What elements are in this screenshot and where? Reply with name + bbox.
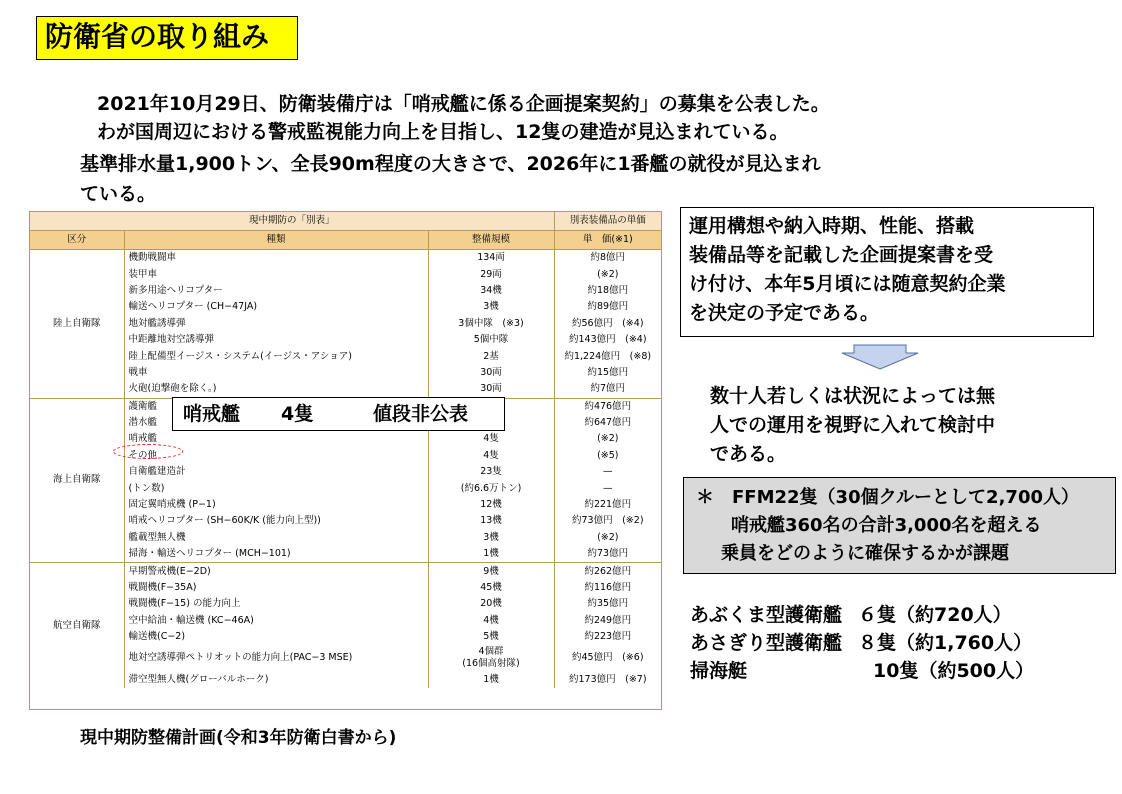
row-scale: 5個中隊 [428,332,554,348]
row-scale [428,645,554,671]
table-row [30,563,661,580]
row-scale: 13機 [428,513,554,529]
operation-note [710,382,995,469]
row-price: 約143億円 (※4) [569,334,647,346]
row-category: 航空自衛隊 [30,563,124,688]
table-header-plan: 現中期防の「別表」 [30,212,554,231]
row-scale: 34機 [428,283,554,299]
callout-ship-count: 4隻 [281,403,314,425]
table-row [30,613,661,629]
callout-ship-name: 哨戒艦 [183,403,241,425]
row-price: (※2) [597,433,619,445]
table-row [30,546,661,563]
row-type: (トン数) [124,480,428,496]
row-scale: 134両 [428,250,554,267]
col-header-price: 単 価(※1) [554,231,661,250]
col-header-type: 種類 [124,231,428,250]
down-arrow-icon [840,344,920,370]
row-scale: 20機 [428,596,554,612]
row-price: 約116億円 [584,582,632,593]
contract-note-line: け付け、本年5月頃には随意契約企業 [689,273,1006,295]
patrol-ship-callout [172,397,505,431]
row-type: 潜水艦 [124,415,428,431]
row-price: 約35億円 [587,598,629,610]
row-type: 輸送ヘリコプター (CH−47JA) [124,299,428,315]
contract-note-line: 運用構想や納入時期、性能、搭載 [689,215,975,237]
row-price: 約45億円 (※6) [572,652,644,664]
row-scale: 29両 [428,266,554,282]
row-price: 約223億円 [584,631,632,643]
row-type: 地対艦誘導弾 [124,316,428,332]
row-type: 中距離地対空誘導弾 [124,332,428,348]
table-row [30,480,661,496]
ship-name: あさぎり型護衛艦 [690,632,843,654]
row-type: 護衛艦 [124,398,428,415]
table-row [30,250,661,267]
table-row [30,596,661,612]
crew-issue-line: 乗員をどのように確保するかが課題 [721,543,1009,564]
row-type: 艦載型無人機 [124,530,428,546]
row-type: 戦闘機(F−35A) [124,580,428,596]
row-price: 約56億円 (※4) [572,317,644,329]
intro-line-3: 基準排水量1,900トン、全長90m程度の大きさで、2026年に1番艦の就役が見込まれ [80,153,821,175]
contract-note-box [680,207,1094,337]
crew-issue-box [683,477,1116,574]
row-type: 滞空型無人機(グローバルホーク) [124,671,428,687]
row-scale: 30両 [428,365,554,381]
page-title: 防衛省の取り組み [36,16,298,60]
table-row [30,580,661,596]
ship-count: 10隻（約500人） [873,660,1035,682]
row-price: 約173億円 (※7) [569,673,647,685]
row-type: 陸上配備型イージス・システム(イージス・アショア) [124,348,428,364]
row-price: — [603,466,613,478]
crew-issue-line: 哨戒艦360名の合計3,000名を超える [731,515,1042,536]
table-row [30,671,661,687]
ship-count: ８隻（約1,760人） [858,632,1033,654]
row-scale: 4隻 [428,431,554,447]
table-row [30,348,661,364]
table-row [30,266,661,282]
row-type: 哨戒ヘリコプター (SH−60K/K (能力向上型)) [124,513,428,529]
intro-line-2: わが国周辺における警戒監視能力向上を目指し、12隻の建造が見込まれている。 [97,121,789,143]
row-scale: 45機 [428,580,554,596]
equipment-table [29,211,662,710]
row-type: 火砲(迫撃砲を除く。) [124,381,428,398]
row-scale: 2基 [428,348,554,364]
table-row [30,332,661,348]
row-price: 約1,224億円 (※8) [564,350,652,362]
table-row [30,530,661,546]
row-scale: 4隻 [428,448,554,464]
row-scale: 5機 [428,629,554,645]
row-price: (※2) [597,268,619,280]
row-type: 固定翼哨戒機 (P−1) [124,497,428,513]
contract-note-line: 装備品等を記載した企画提案書を受 [689,244,994,266]
table-row [30,283,661,299]
row-price: 約647億円 [584,417,632,429]
ship-name: 掃海艇 [690,660,748,682]
ship-name: あぶくま型護衛艦 [690,604,843,626]
row-category: 陸上自衛隊 [30,250,124,399]
highlight-ellipse [113,444,183,459]
table-row [30,497,661,513]
row-type: 掃海・輸送ヘリコプター (MCH−101) [124,546,428,563]
row-scale: 9機 [428,563,554,580]
row-type: 空中給油・輸送機 (KC−46A) [124,613,428,629]
row-type: 哨戒艦 [124,431,428,447]
callout-price: 値段非公表 [373,403,469,425]
row-scale: 30両 [428,381,554,398]
row-price: 約8億円 [554,250,661,267]
row-type: 装甲車 [124,266,428,282]
row-scale: 12機 [428,497,554,513]
row-scale: 1機 [428,546,554,563]
table-row [30,316,661,332]
row-price: 約476億円 [554,398,661,415]
row-price: 約73億円 [587,548,629,560]
row-price: 約89億円 [587,301,629,313]
row-price: 約18億円 [587,284,629,296]
row-type: 新多用途ヘリコプター [124,283,428,299]
row-scale: 3機 [428,530,554,546]
row-category: 海上自衛隊 [30,398,124,563]
row-scale: 23隻 [428,464,554,480]
table-caption: 現中期防整備計画(令和3年防衛白書から) [80,728,397,748]
operation-note-line: である。 [710,443,787,465]
table-row [30,629,661,645]
row-price: 約7億円 [590,383,626,395]
row-type: 自衛艦建造計 [124,464,428,480]
table-row [30,645,661,671]
row-scale: (約6.6万トン) [428,480,554,496]
table-row [30,513,661,529]
intro-line-4: ている。 [80,183,157,205]
col-header-scale: 整備規模 [428,231,554,250]
row-price: 約73億円 (※2) [572,515,644,527]
row-type: 機動戦闘車 [124,250,428,267]
col-header-category: 区分 [30,231,124,250]
row-type: 輸送機(C−2) [124,629,428,645]
row-price: 約15億円 [587,366,629,378]
row-type: 地対空誘導弾ペトリオットの能力向上(PAC−3 MSE) [124,645,428,671]
table-header-unit-price: 別表装備品の単価 [554,212,661,231]
row-price: 約249億円 [584,614,632,626]
row-scale: 3機 [428,299,554,315]
crew-issue-line: ＊ FFM22隻（30個クルーとして2,700人） [696,487,1079,508]
row-price: (※2) [597,531,619,543]
table-row [30,381,661,398]
operation-note-line: 人での運用を視野に入れて検討中 [710,414,996,436]
row-price: — [603,482,613,494]
row-type: その他 [124,448,428,464]
table-row [30,464,661,480]
row-scale: 1機 [428,671,554,687]
row-type: 戦車 [124,365,428,381]
row-price: 約262億円 [554,563,661,580]
row-scale: 4機 [428,613,554,629]
row-scale: 3個中隊 (※3) [428,316,554,332]
table-row [30,365,661,381]
table-row [30,299,661,315]
operation-note-line: 数十人若しくは状況によっては無 [710,385,996,407]
contract-note-line: を決定の予定である。 [689,302,880,324]
row-scale-line: (16個高射隊) [462,658,520,670]
row-scale-line: 4個群 [478,646,504,658]
row-price: (※5) [597,449,619,461]
row-type: 早期警戒機(E−2D) [124,563,428,580]
intro-line-1: 2021年10月29日、防衛装備庁は「哨戒艦に係る企画提案契約」の募集を公表した。 [97,93,830,115]
ship-count: ６隻（約720人） [858,604,1012,626]
row-price: 約221億円 [584,499,632,511]
row-type: 戦闘機(F−15) の能力向上 [124,596,428,612]
